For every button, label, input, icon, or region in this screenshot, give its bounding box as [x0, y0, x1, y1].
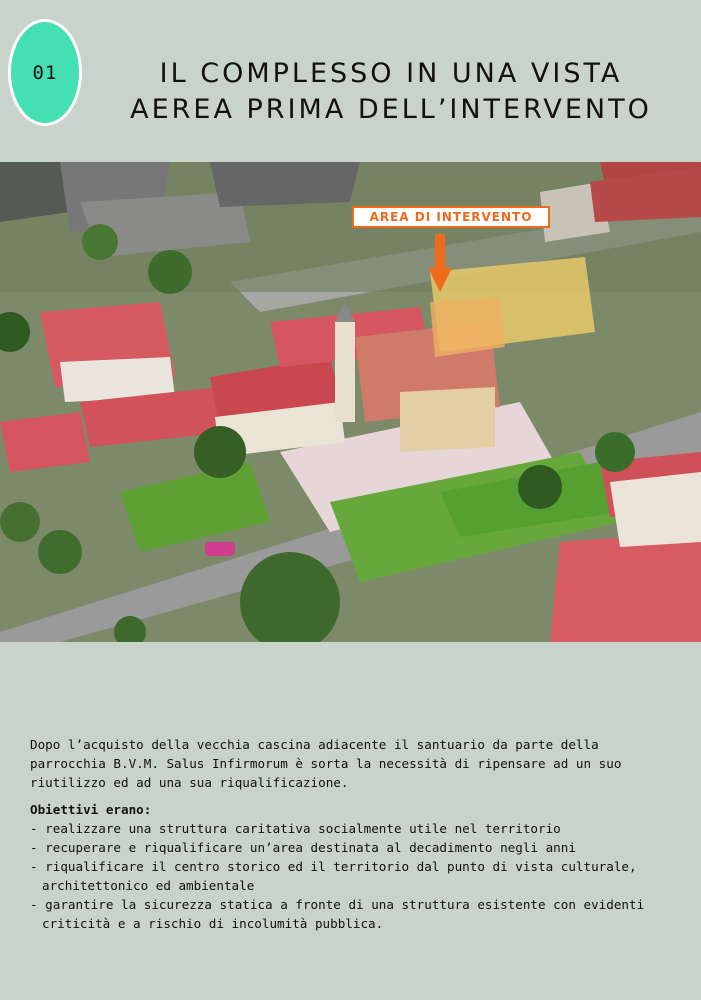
down-arrow-icon — [428, 234, 452, 292]
section-number-badge — [8, 19, 82, 126]
objective-item: - realizzare una struttura caritativa socialmente utile nel territorio — [30, 821, 561, 836]
description-block — [30, 735, 670, 933]
page-title-line-1: IL COMPLESSO IN UNA VISTA — [159, 58, 623, 89]
objective-item: - garantire la sicurezza statica a fronte di una struttura esistente con evidenti criticità e a rischio di incolumità pubblica. — [30, 897, 645, 931]
aerial-photo — [0, 162, 701, 642]
intro-paragraph: Dopo l’acquisto della vecchia cascina adiacente il santuario da parte della parrocchia B.V.M. Salus Infirmorum è sorta la necessità di ripensare ad un suo riutilizzo ed ad una sua riqualificazione. — [30, 737, 622, 790]
objectives-list — [30, 819, 670, 933]
area-callout-text: AREA DI INTERVENTO — [369, 210, 533, 224]
page-title-line-2: AEREA PRIMA DELL’INTERVENTO — [130, 94, 652, 125]
area-callout-label — [352, 206, 550, 228]
aerial-photo-illustration — [0, 162, 701, 642]
page-title — [88, 56, 694, 128]
section-number: 01 — [32, 61, 58, 84]
objective-item: - recuperare e riqualificare un’area destinata al decadimento negli anni — [30, 840, 576, 855]
objective-item: - riqualificare il centro storico ed il territorio dal punto di vista culturale, architettonico ed ambientale — [30, 859, 637, 893]
objectives-heading: Obiettivi erano: — [30, 802, 152, 817]
